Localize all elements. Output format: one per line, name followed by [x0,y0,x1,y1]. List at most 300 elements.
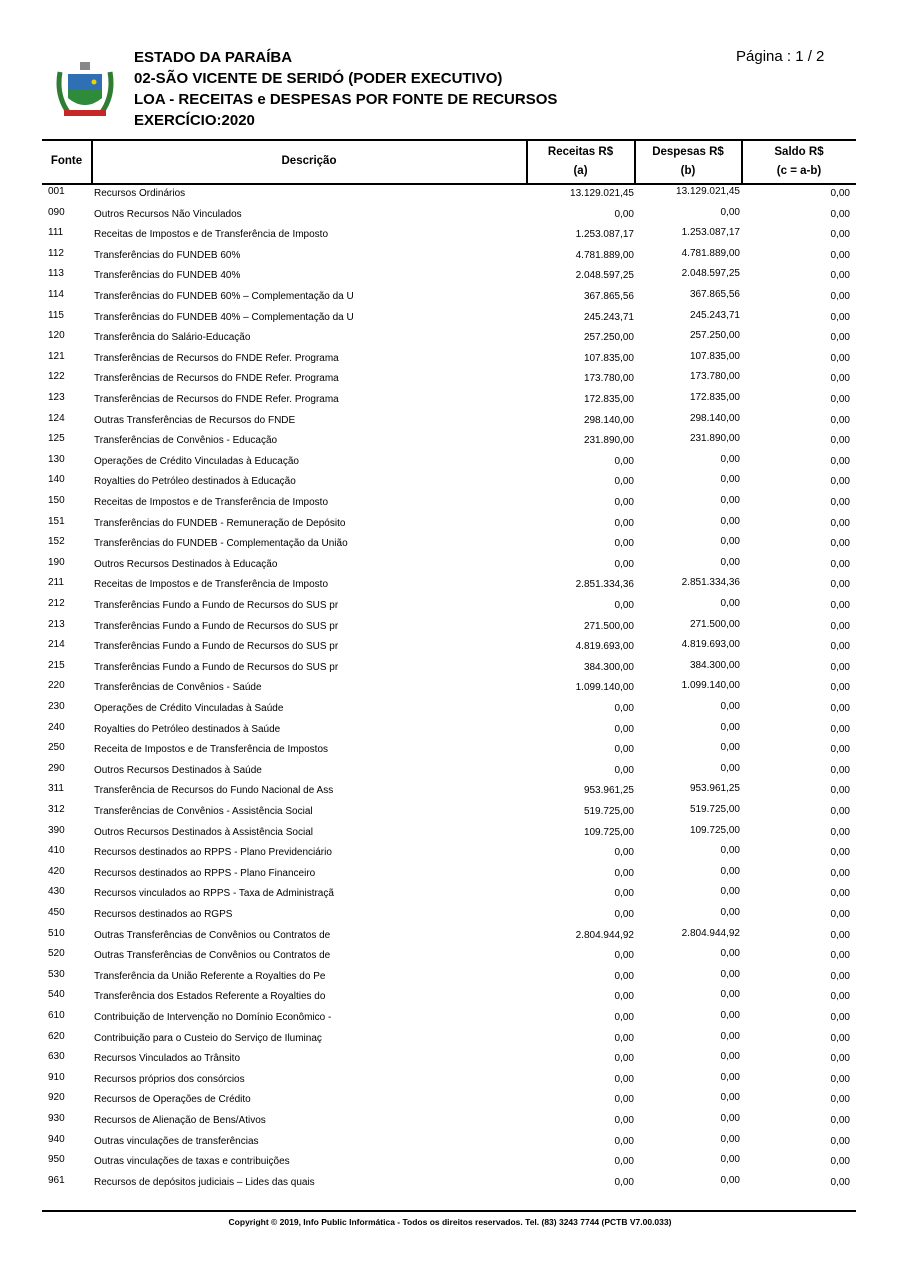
fonte-cell: 152 [48,536,65,548]
saldo-cell: 0,00 [830,517,850,529]
descricao-cell: Transferências de Convênios - Assistência Social [94,806,313,817]
descricao-cell: Receitas de Impostos e de Transferência de Imposto [94,229,329,241]
receitas-cell: 0,00 [614,703,634,714]
table-row [0,1154,900,1174]
despesas-cell: 13.129.021,45 [676,186,740,197]
fonte-cell: 190 [48,556,65,568]
saldo-cell: 0,00 [830,1094,850,1106]
table-row [0,413,900,433]
receitas-cell: 519.725,00 [583,806,634,817]
column-header-receitas [527,143,634,181]
state-title: ESTADO DA PARAÍBA [134,49,293,66]
saldo-cell: 0,00 [830,1115,850,1126]
saldo-cell: 0,00 [830,764,850,776]
saldo-cell: 0,00 [830,497,850,508]
table-row [0,433,900,453]
despesas-cell: 367.865,56 [689,289,740,300]
table-row [0,330,900,350]
receitas-cell: 0,00 [614,1012,634,1023]
saldo-cell: 0,00 [830,394,850,405]
fonte-cell: 290 [48,762,65,774]
fonte-cell: 211 [48,577,64,589]
fonte-cell: 940 [48,1133,65,1145]
table-row [0,557,900,577]
coat-of-arms-logo [54,60,116,120]
table-row [0,227,900,247]
saldo-cell: 0,00 [830,888,850,900]
receitas-cell: 109.725,00 [583,826,634,838]
descricao-cell: Recursos destinados ao RGPS [94,909,233,920]
table-row [0,248,900,268]
fonte-cell: 620 [48,1030,65,1042]
descricao-cell: Outros Recursos Destinados à Saúde [94,764,262,776]
receitas-cell: 0,00 [614,1073,634,1085]
table-row [0,1134,900,1154]
saldo-cell: 0,00 [830,414,850,426]
receitas-cell: 0,00 [614,600,634,611]
table-row [0,1072,900,1092]
saldo-label: Saldo R$ [774,146,824,158]
saldo-cell: 0,00 [830,311,850,323]
receitas-cell: 0,00 [614,455,634,467]
fonte-cell: 220 [48,680,65,692]
descricao-cell: Outros Recursos Não Vinculados [94,208,242,220]
fonte-cell: 120 [48,330,65,342]
receitas-cell: 13.129.021,45 [570,188,634,199]
descricao-cell: Transferência da União Referente a Royalties do Pe [94,970,326,982]
despesas-cell: 245.243,71 [689,309,740,321]
despesas-cell: 0,00 [720,845,740,857]
saldo-cell: 0,00 [830,1053,850,1065]
fonte-cell: 151 [48,515,65,527]
receitas-cell: 0,00 [614,558,634,570]
despesas-cell: 257.250,00 [689,330,740,342]
despesas-cell: 0,00 [720,1174,740,1186]
table-header-border [42,183,856,185]
despesas-cell: 0,00 [720,1030,740,1042]
fiscal-year: EXERCÍCIO:2020 [134,112,255,129]
saldo-cell: 0,00 [830,455,850,467]
receitas-cell: 0,00 [614,723,634,735]
fonte-cell: 121 [48,350,65,362]
descricao-cell: Recursos de Alienação de Bens/Ativos [94,1115,266,1126]
table-row [0,536,900,556]
table-row [0,598,900,618]
fonte-cell: 001 [48,186,65,197]
descricao-cell: Outras vinculações de taxas e contribuições [94,1156,290,1168]
descricao-cell: Transferências Fundo a Fundo de Recursos do SUS pr [94,600,339,611]
fonte-cell: 115 [48,309,64,321]
fonte-cell: 390 [48,824,65,836]
receitas-cell: 2.048.597,25 [575,270,634,282]
receitas-cell: 231.890,00 [583,435,634,447]
receitas-cell: 0,00 [614,867,634,879]
fonte-cell: 111 [48,227,64,239]
despesas-cell: 0,00 [720,886,740,898]
descricao-cell: Outras Transferências de Convênios ou Contratos de [94,929,331,941]
table-row [0,722,900,742]
column-header-fonte: Fonte [50,155,83,167]
page-number: Página : 1 / 2 [736,48,825,65]
table-row [0,310,900,330]
table-row [0,989,900,1009]
receitas-cell: 0,00 [614,1053,634,1065]
saldo-cell: 0,00 [830,661,850,673]
saldo-cell: 0,00 [830,249,850,261]
receitas-sub: (a) [573,165,588,177]
table-row [0,454,900,474]
receitas-cell: 172.835,00 [583,394,634,405]
descricao-cell: Transferências de Convênios - Educação [94,435,278,447]
despesas-cell: 4.781.889,00 [681,247,740,259]
despesas-cell: 231.890,00 [689,433,740,445]
receitas-cell: 0,00 [614,476,634,488]
table-row [0,577,900,597]
receitas-cell: 0,00 [614,1115,634,1126]
descricao-cell: Operações de Crédito Vinculadas à Saúde [94,703,284,714]
fonte-cell: 090 [48,206,65,218]
fonte-cell: 150 [48,495,65,506]
receitas-cell: 0,00 [614,1032,634,1044]
saldo-cell: 0,00 [830,929,850,941]
saldo-cell: 0,00 [830,208,850,220]
descricao-cell: Transferências do FUNDEB 40% [94,270,241,282]
descricao-cell: Recursos destinados ao RPPS - Plano Previdenciário [94,847,332,859]
receitas-cell: 4.781.889,00 [575,249,634,261]
receitas-cell: 0,00 [614,1176,634,1188]
saldo-cell: 0,00 [830,1156,850,1168]
despesas-cell: 0,00 [720,989,740,1001]
fonte-cell: 212 [48,598,65,609]
saldo-cell: 0,00 [830,332,850,344]
descricao-cell: Recursos Vinculados ao Trânsito [94,1053,241,1065]
fonte-cell: 312 [48,804,65,815]
table-row [0,351,900,371]
table-row [0,660,900,680]
fonte-cell: 950 [48,1154,65,1166]
descricao-cell: Outras Transferências de Convênios ou Contratos de [94,950,331,962]
descricao-cell: Transferências do FUNDEB - Complementação da União [94,538,348,550]
fonte-cell: 430 [48,886,65,898]
despesas-cell: 172.835,00 [689,392,740,403]
saldo-cell: 0,00 [830,538,850,550]
fonte-cell: 530 [48,968,65,980]
despesas-cell: 271.500,00 [689,618,740,630]
saldo-sub: (c = a-b) [776,165,822,177]
table-row [0,763,900,783]
table-row [0,1031,900,1051]
saldo-cell: 0,00 [830,847,850,859]
table-row [0,1113,900,1133]
despesas-cell: 0,00 [720,701,740,712]
saldo-cell: 0,00 [830,1073,850,1085]
descricao-cell: Outras vinculações de transferências [94,1135,259,1147]
descricao-cell: Recursos Ordinários [94,188,186,199]
entity-title: 02-SÃO VICENTE DE SERIDÓ (PODER EXECUTIVO) [134,70,503,87]
fonte-cell: 114 [48,289,64,300]
despesas-cell: 0,00 [720,1133,740,1145]
receitas-cell: 0,00 [614,517,634,529]
descricao-cell: Contribuição para o Custeio do Serviço de Iluminaç [94,1032,322,1044]
receitas-cell: 0,00 [614,1094,634,1106]
descricao-cell: Operações de Crédito Vinculadas à Educação [94,455,299,467]
fonte-cell: 125 [48,433,65,445]
descricao-cell: Transferências do FUNDEB 60% – Complementação da U [94,291,354,302]
descricao-cell: Transferências do FUNDEB - Remuneração de Depósito [94,517,346,529]
descricao-cell: Transferências do FUNDEB 60% [94,249,241,261]
fonte-cell: 230 [48,701,65,712]
despesas-cell: 0,00 [720,206,740,218]
receitas-cell: 0,00 [614,764,634,776]
table-row [0,783,900,803]
descricao-cell: Transferências de Convênios - Saúde [94,682,262,694]
despesas-cell: 0,00 [720,474,740,486]
fonte-cell: 520 [48,948,65,960]
table-row [0,825,900,845]
saldo-cell: 0,00 [830,1176,850,1188]
receitas-cell: 0,00 [614,208,634,220]
despesas-cell: 0,00 [720,1092,740,1104]
table-row [0,928,900,948]
receitas-cell: 0,00 [614,950,634,962]
descricao-cell: Recursos de depósitos judiciais – Lides das quais [94,1176,315,1188]
despesas-cell: 107.835,00 [689,350,740,362]
receitas-cell: 2.804.944,92 [575,929,634,941]
despesas-cell: 0,00 [720,453,740,465]
receitas-cell: 0,00 [614,909,634,920]
fonte-cell: 214 [48,639,65,651]
table-row [0,619,900,639]
descricao-cell: Transferências Fundo a Fundo de Recursos do SUS pr [94,641,339,653]
despesas-cell: 0,00 [720,907,740,918]
saldo-cell: 0,00 [830,806,850,817]
receitas-cell: 0,00 [614,888,634,900]
descricao-cell: Transferências de Recursos do FNDE Refer. Programa [94,394,339,405]
despesas-cell: 298.140,00 [689,412,740,424]
descricao-cell: Receitas de Impostos e de Transferência de Imposto [94,579,329,591]
table-row [0,268,900,288]
descricao-cell: Outros Recursos Destinados à Assistência Social [94,826,313,838]
receitas-cell: 384.300,00 [583,661,634,673]
saldo-cell: 0,00 [830,723,850,735]
descricao-cell: Royalties do Petróleo destinados à Saúde [94,723,281,735]
despesas-cell: 0,00 [720,968,740,980]
fonte-cell: 540 [48,989,65,1001]
saldo-cell: 0,00 [830,1135,850,1147]
despesas-cell: 0,00 [720,495,740,506]
table-row [0,969,900,989]
saldo-cell: 0,00 [830,744,850,756]
despesas-cell: 0,00 [720,721,740,733]
despesas-cell: 953.961,25 [689,783,740,795]
table-row [0,207,900,227]
table-row [0,516,900,536]
descricao-cell: Transferências do FUNDEB 40% – Complementação da U [94,311,354,323]
fonte-cell: 250 [48,742,65,754]
receitas-cell: 1.099.140,00 [575,682,634,694]
fonte-cell: 420 [48,865,65,877]
receitas-cell: 953.961,25 [583,785,634,797]
receitas-cell: 0,00 [614,744,634,756]
descricao-cell: Transferências Fundo a Fundo de Recursos do SUS pr [94,620,339,632]
despesas-label: Despesas R$ [652,146,724,158]
footer-border [42,1210,856,1212]
fonte-cell: 124 [48,412,65,424]
despesas-cell: 0,00 [720,598,740,609]
saldo-cell: 0,00 [830,620,850,632]
saldo-cell: 0,00 [830,291,850,302]
saldo-cell: 0,00 [830,785,850,797]
saldo-cell: 0,00 [830,991,850,1003]
saldo-cell: 0,00 [830,867,850,879]
report-title: LOA - RECEITAS e DESPESAS POR FONTE DE RECURSOS [134,91,558,108]
saldo-cell: 0,00 [830,909,850,920]
saldo-cell: 0,00 [830,1012,850,1023]
fonte-cell: 122 [48,371,65,383]
table-row [0,845,900,865]
receitas-cell: 298.140,00 [583,414,634,426]
saldo-cell: 0,00 [830,229,850,241]
table-row [0,639,900,659]
fonte-cell: 113 [48,268,64,280]
fonte-cell: 311 [48,783,64,795]
column-header-descricao: Descrição [281,155,337,167]
receitas-cell: 0,00 [614,1135,634,1147]
fonte-cell: 510 [48,927,65,939]
despesas-cell: 2.048.597,25 [681,268,740,280]
table-row [0,474,900,494]
receitas-cell: 4.819.693,00 [575,641,634,653]
despesas-cell: 0,00 [720,515,740,527]
table-row [0,948,900,968]
descricao-cell: Recursos de Operações de Crédito [94,1094,251,1106]
descricao-cell: Royalties do Petróleo destinados à Educação [94,476,296,488]
saldo-cell: 0,00 [830,1032,850,1044]
despesas-cell: 0,00 [720,1010,740,1021]
table-row [0,495,900,515]
saldo-cell: 0,00 [830,579,850,591]
saldo-cell: 0,00 [830,476,850,488]
despesas-cell: 0,00 [720,948,740,960]
receitas-cell: 0,00 [614,1156,634,1168]
despesas-cell: 0,00 [720,1071,740,1083]
despesas-cell: 0,00 [720,556,740,568]
receitas-cell: 271.500,00 [583,620,634,632]
descricao-cell: Recursos vinculados ao RPPS - Taxa de Administraçã [94,888,334,900]
descricao-cell: Outros Recursos Destinados à Educação [94,558,278,570]
fonte-cell: 140 [48,474,65,486]
receitas-cell: 107.835,00 [583,352,634,364]
receitas-cell: 2.851.334,36 [575,579,634,591]
table-top-border [42,139,856,141]
saldo-cell: 0,00 [830,373,850,385]
table-row [0,866,900,886]
column-header-saldo [742,143,856,181]
despesas-cell: 109.725,00 [689,824,740,836]
saldo-cell: 0,00 [830,826,850,838]
despesas-cell: 1.099.140,00 [681,680,740,692]
descricao-cell: Receitas de Impostos e de Transferência de Imposto [94,497,329,508]
fonte-cell: 930 [48,1113,65,1124]
saldo-cell: 0,00 [830,703,850,714]
despesas-cell: 0,00 [720,865,740,877]
column-header-despesas [635,143,741,181]
table-row [0,1051,900,1071]
table-row [0,371,900,391]
fonte-cell: 240 [48,721,65,733]
saldo-cell: 0,00 [830,435,850,447]
despesas-cell: 384.300,00 [689,659,740,671]
saldo-cell: 0,00 [830,641,850,653]
fonte-cell: 215 [48,659,65,671]
descricao-cell: Transferências Fundo a Fundo de Recursos do SUS pr [94,661,339,673]
descricao-cell: Recursos destinados ao RPPS - Plano Financeiro [94,867,316,879]
fonte-cell: 123 [48,392,65,403]
descricao-cell: Transferências de Recursos do FNDE Refer. Programa [94,352,339,364]
table-row [0,680,900,700]
receitas-label: Receitas R$ [547,146,614,158]
fonte-cell: 450 [48,907,65,918]
receitas-cell: 0,00 [614,538,634,550]
fonte-cell: 610 [48,1010,65,1021]
table-row [0,1092,900,1112]
saldo-cell: 0,00 [830,352,850,364]
saldo-cell: 0,00 [830,970,850,982]
table-row [0,804,900,824]
despesas-cell: 0,00 [720,1113,740,1124]
descricao-cell: Transferências de Recursos do FNDE Refer. Programa [94,373,339,385]
fonte-cell: 410 [48,845,65,857]
receitas-cell: 257.250,00 [583,332,634,344]
receitas-cell: 0,00 [614,497,634,508]
despesas-cell: 0,00 [720,1154,740,1166]
fonte-cell: 910 [48,1071,65,1083]
despesas-cell: 0,00 [720,1051,740,1063]
table-row [0,1175,900,1195]
despesas-cell: 0,00 [720,536,740,548]
saldo-cell: 0,00 [830,682,850,694]
descricao-cell: Contribuição de Intervenção no Domínio Econômico - [94,1012,332,1023]
receitas-cell: 1.253.087,17 [575,229,634,241]
despesas-cell: 2.851.334,36 [681,577,740,589]
descricao-cell: Outras Transferências de Recursos do FNDE [94,414,296,426]
receitas-cell: 173.780,00 [583,373,634,385]
fonte-cell: 130 [48,453,65,465]
table-row [0,1010,900,1030]
descricao-cell: Transferência dos Estados Referente a Royalties do [94,991,326,1003]
despesas-cell: 1.253.087,17 [681,227,740,239]
table-row [0,907,900,927]
fonte-cell: 112 [48,247,64,259]
descricao-cell: Transferência de Recursos do Fundo Nacional de Ass [94,785,334,797]
receitas-cell: 0,00 [614,970,634,982]
descricao-cell: Recursos próprios dos consórcios [94,1073,245,1085]
despesas-cell: 519.725,00 [689,804,740,815]
table-row [0,886,900,906]
table-row [0,701,900,721]
despesas-cell: 0,00 [720,742,740,754]
despesas-cell: 173.780,00 [689,371,740,383]
descricao-cell: Transferência do Salário-Educação [94,332,251,344]
fonte-cell: 630 [48,1051,65,1063]
despesas-cell: 2.804.944,92 [681,927,740,939]
fonte-cell: 961 [48,1174,65,1186]
receitas-cell: 367.865,56 [583,291,634,302]
saldo-cell: 0,00 [830,950,850,962]
saldo-cell: 0,00 [830,558,850,570]
table-row [0,186,900,206]
fonte-cell: 213 [48,618,65,630]
